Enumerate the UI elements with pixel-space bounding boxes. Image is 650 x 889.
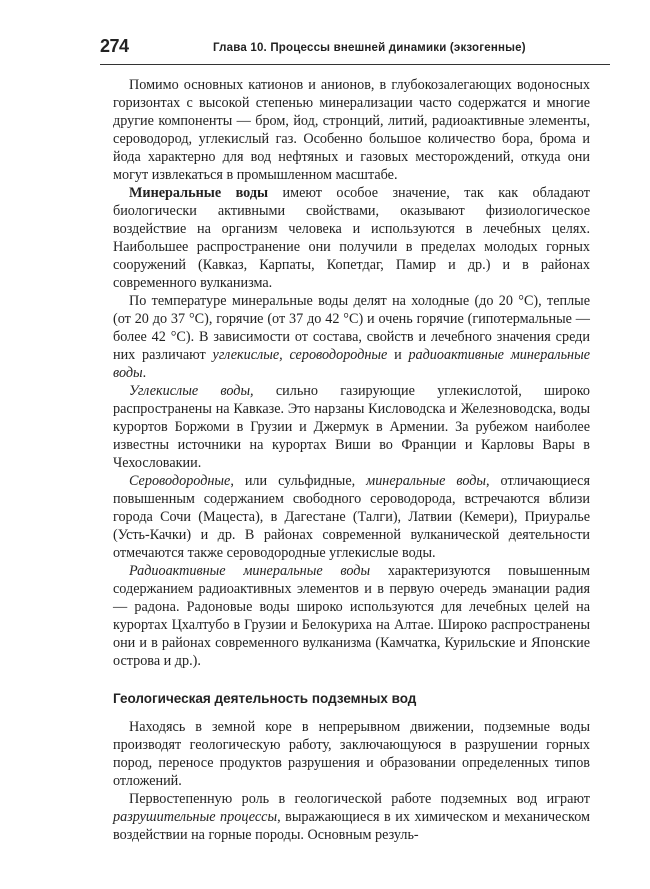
term-destructive-processes: разрушительные процессы [113,809,278,825]
paragraph-text: имеют особое значение, так как обладают биологически активными свойствами, оказывают физиологическое воздействие на организм человека и используются в лечебных целях. Наибольшее распространение они получили в пределах молодых горных сооружений (Кавказ, Карпаты, Копетдаг, Памир и др.) и в районах современного вулканизма. [113,185,590,291]
term-mineral-waters-italic: минеральные воды [366,473,487,489]
term-mineral-waters: Минеральные воды [129,185,269,201]
paragraph-text: Помимо основных катионов и анионов, в глубокозалегающих водоносных горизонтах с высокой степенью минерализации часто содержатся и многие другие компоненты — бром, йод, стронций, литий, радиоактивные элементы, сероводород, углекислый газ. Особенно большое количество бора, брома и йода характерно для вод нефтяных и газовых месторождений, откуда они могут извлекаться в промышленном масштабе. [113,77,590,183]
paragraph-text: , или сульфидные, [230,473,367,489]
paragraph-text: сильно газирующие углекислотой, широко распространены на Кавказе. Это нарзаны Кисловодска и Железноводска, воды курортов Боржоми в Грузии и Джермук в Армении. За рубежом наиболее известны источники на курортах Виши во Франции и Карловы Вары в Чехословакии. [113,383,590,471]
term-hydrogen-sulfide: Сероводородные [129,473,231,489]
running-title: Глава 10. Процессы внешней динамики (экзогенные) [213,42,526,54]
body-text [113,76,590,844]
term-radioactive-mineral-waters: Радиоактивные минеральные воды [129,563,371,579]
term-carbonated-waters: Углекислые воды, [129,383,254,399]
paragraph-text: Находясь в земной коре в непрерывном движении, подземные воды производят геологическую работу, заключающуюся в разрушении горных пород, переносе продуктов разрушения и образовании определенных типов отложений. [113,719,590,789]
paragraph-carbonated-waters [113,382,590,472]
paragraph-mineral-waters [113,184,590,292]
header-rule [100,64,610,65]
page-header [100,36,610,66]
paragraph-text: характеризуются повышенным содержанием радиоактивных элементов и в первую очередь эманации радия — радона. Радоновые воды широко используются для лечебных целей на курортах Цхалтубо в Грузии и Белокуриха на Алтае. Широко распространены они и в районах современного вулканизма (Камчатка, Курильские и Японские острова и др.). [113,563,590,669]
paragraph-text: . [142,365,147,381]
section-heading: Геологическая деятельность подземных вод [113,691,417,706]
paragraph-trace-components [113,76,590,184]
paragraph-radioactive-waters [113,562,590,670]
term-water-types: углекислые, сероводородные [212,347,388,363]
paragraph-destructive-processes [113,790,590,844]
paragraph-text: Первостепенную роль в геологической работе подземных вод играют [129,791,590,807]
paragraph-text: По температуре минеральные воды делят на холодные (до 20 °C), теплые (от 20 до 37 °C), горячие (от 37 до 42 °C) и очень горячие (гипотермальные — более 42 °C). В зависимости от состава, свойств и лечебного значения среди них различают [113,293,590,363]
paragraph-temperature-classes [113,292,590,382]
paragraph-geological-work [113,718,590,790]
page-number: 274 [100,36,129,56]
paragraph-text: , отличающиеся повышенным содержанием свободного сероводорода, встречаются вблизи города Сочи (Мацеста), в Дагестане (Талги), Латвии (Кемери), Приуралье (Усть-Качки) и др. В районах современной вулканической деятельности отмечаются также сероводородные углекислые воды. [113,473,590,561]
paragraph-hydrogen-sulfide-waters [113,472,590,562]
term-radioactive-waters: радиоактивные минеральные воды [113,347,590,381]
paragraph-text: , выражающиеся в их химическом и механическом воздействии на горные породы. Основным резуль- [113,809,591,843]
paragraph-text: и [387,347,409,363]
